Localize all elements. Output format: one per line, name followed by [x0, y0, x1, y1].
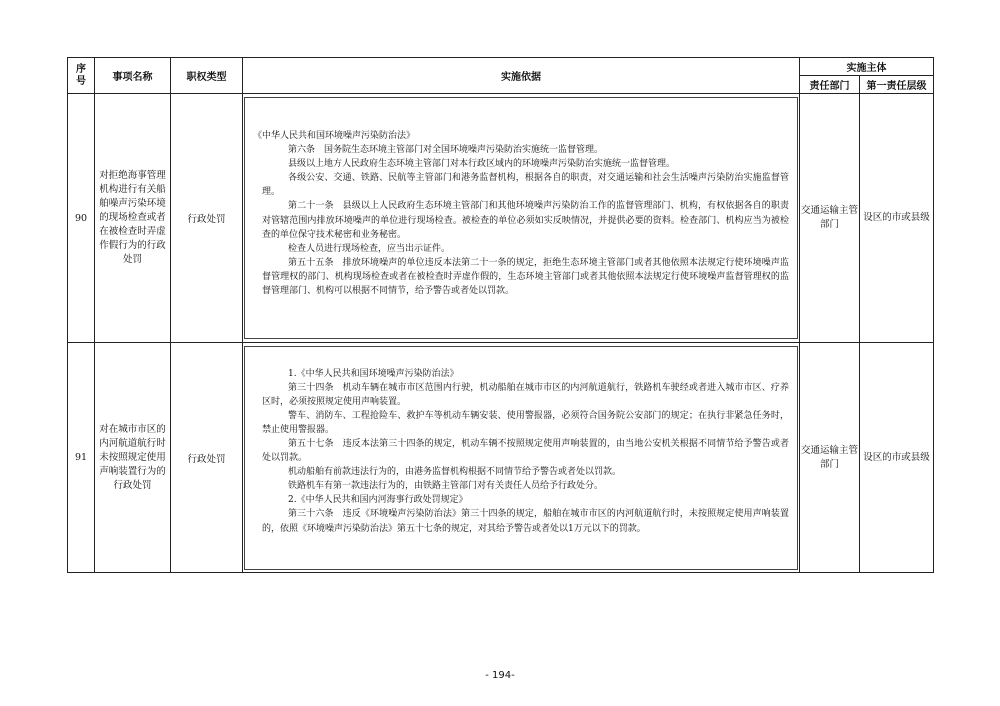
- header-level: 第一责任层级: [860, 76, 934, 94]
- enforcement-table: [67, 57, 934, 573]
- header-item-name: 事项名称: [95, 58, 171, 94]
- header-seq-label: 序 号: [76, 63, 86, 87]
- header-type: 职权类型: [171, 58, 243, 94]
- basis-paragraph: 县级以上地方人民政府生态环境主管部门对本行政区域内的环境噪声污染防治实施统一监督管理。: [288, 159, 676, 170]
- basis-paragraph: 机动船舶有前款违法行为的，由港务监督机构根据不同情节给予警告或者处以罚款。: [288, 467, 622, 478]
- table-row: [68, 343, 934, 573]
- basis-paragraph: 第五十七条 违反本法第三十四条的规定，机动车辆不按照规定使用声响装置的，由当地公安机关根据不同情节给予警告或者处以罚款。: [262, 438, 789, 464]
- row-seq: 91: [68, 343, 95, 573]
- row-basis: [243, 94, 800, 343]
- row-level: 设区的市或县级: [860, 94, 934, 343]
- basis-paragraph: 各级公安、交通、铁路、民航等主管部门和港务监督机构，根据各自的职责，对交通运输和社会生活噪声污染防治实施监督管理。: [262, 173, 789, 198]
- basis-paragraph: 警车、消防车、工程抢险车、救护车等机动车辆安装、使用警报器，必须符合国务院公安部门的规定；在执行非紧急任务时，禁止使用警报器。: [262, 410, 789, 435]
- header-seq: [68, 58, 95, 94]
- basis-paragraph: 第六条 国务院生态环境主管部门对全国环境噪声污染防治实施统一监督管理。: [288, 145, 604, 156]
- row-type: 行政处罚: [171, 94, 243, 343]
- basis-paragraph: 《中华人民共和国环境噪声污染防治法》: [253, 131, 416, 141]
- basis-paragraph: 铁路机车有第一款违法行为的，由铁路主管部门对有关责任人员给予行政处分。: [288, 481, 604, 492]
- header-dept: 责任部门: [800, 76, 860, 94]
- basis-paragraph: 第三十六条 违反《环境噪声污染防治法》第三十四条的规定，船舶在城市市区的内河航道航行时，未按照规定使用声响装置的，依照《环境噪声污染防治法》第五十七条的规定，对其给予警告或者处以1万元以下的罚款。: [262, 509, 789, 534]
- row-dept: 交通运输主管部门: [800, 343, 860, 573]
- basis-paragraph: 第五十五条 排放环境噪声的单位违反本法第二十一条的规定，拒绝生态环境主管部门或者其他依照本法规定行使环境噪声监督管理权的部门、机构现场检查或者在被检查时弄虚作假的，生态环境主管部门或者其他依照本法规定行使环境噪声监督管理权的监督管理部门、机构可以根据不同情节，给予警告或者处以罚款。: [262, 257, 789, 297]
- page-number: - 194-: [485, 670, 515, 681]
- row-basis: [243, 343, 800, 573]
- row-type: 行政处罚: [171, 343, 243, 573]
- basis-paragraph: 第三十四条 机动车辆在城市市区范围内行驶，机动船舶在城市市区的内河航道航行，铁路机车驶经或者进入城市市区、疗养区时，必须按照规定使用声响装置。: [262, 382, 789, 407]
- row-item-name: 对拒绝海事管理机构进行有关船舶噪声污染环境的现场检查或者在被检查时弄虚作假行为的行政处罚: [95, 94, 171, 343]
- basis-text-box: [244, 97, 798, 339]
- row-item-name: 对在城市市区的内河航道航行时未按照规定使用声响装置行为的行政处罚: [95, 343, 171, 573]
- basis-text-box: [244, 346, 798, 570]
- table-row: [68, 94, 934, 343]
- basis-paragraph: 第二十一条 县级以上人民政府生态环境主管部门和其他环境噪声污染防治工作的监督管理部门、机构，有权依据各自的职责对管辖范围内排放环境噪声的单位进行现场检查。被检查的单位必须如实反映情况，并提供必要的资料。检查部门、机构应当为被检查的单位保守技术秘密和业务秘密。: [262, 201, 789, 240]
- basis-paragraph: 检查人员进行现场检查，应当出示证件。: [288, 243, 451, 254]
- row-dept: 交通运输主管部门: [800, 94, 860, 343]
- basis-paragraph: 2.《中华人民共和国内河海事行政处罚规定》: [288, 495, 468, 506]
- basis-paragraph: 1.《中华人民共和国环境噪声污染防治法》: [288, 368, 459, 379]
- header-basis: 实施依据: [243, 58, 800, 94]
- row-level: 设区的市或县级: [860, 343, 934, 573]
- header-subject: 实施主体: [800, 58, 934, 76]
- row-seq: 90: [68, 94, 95, 343]
